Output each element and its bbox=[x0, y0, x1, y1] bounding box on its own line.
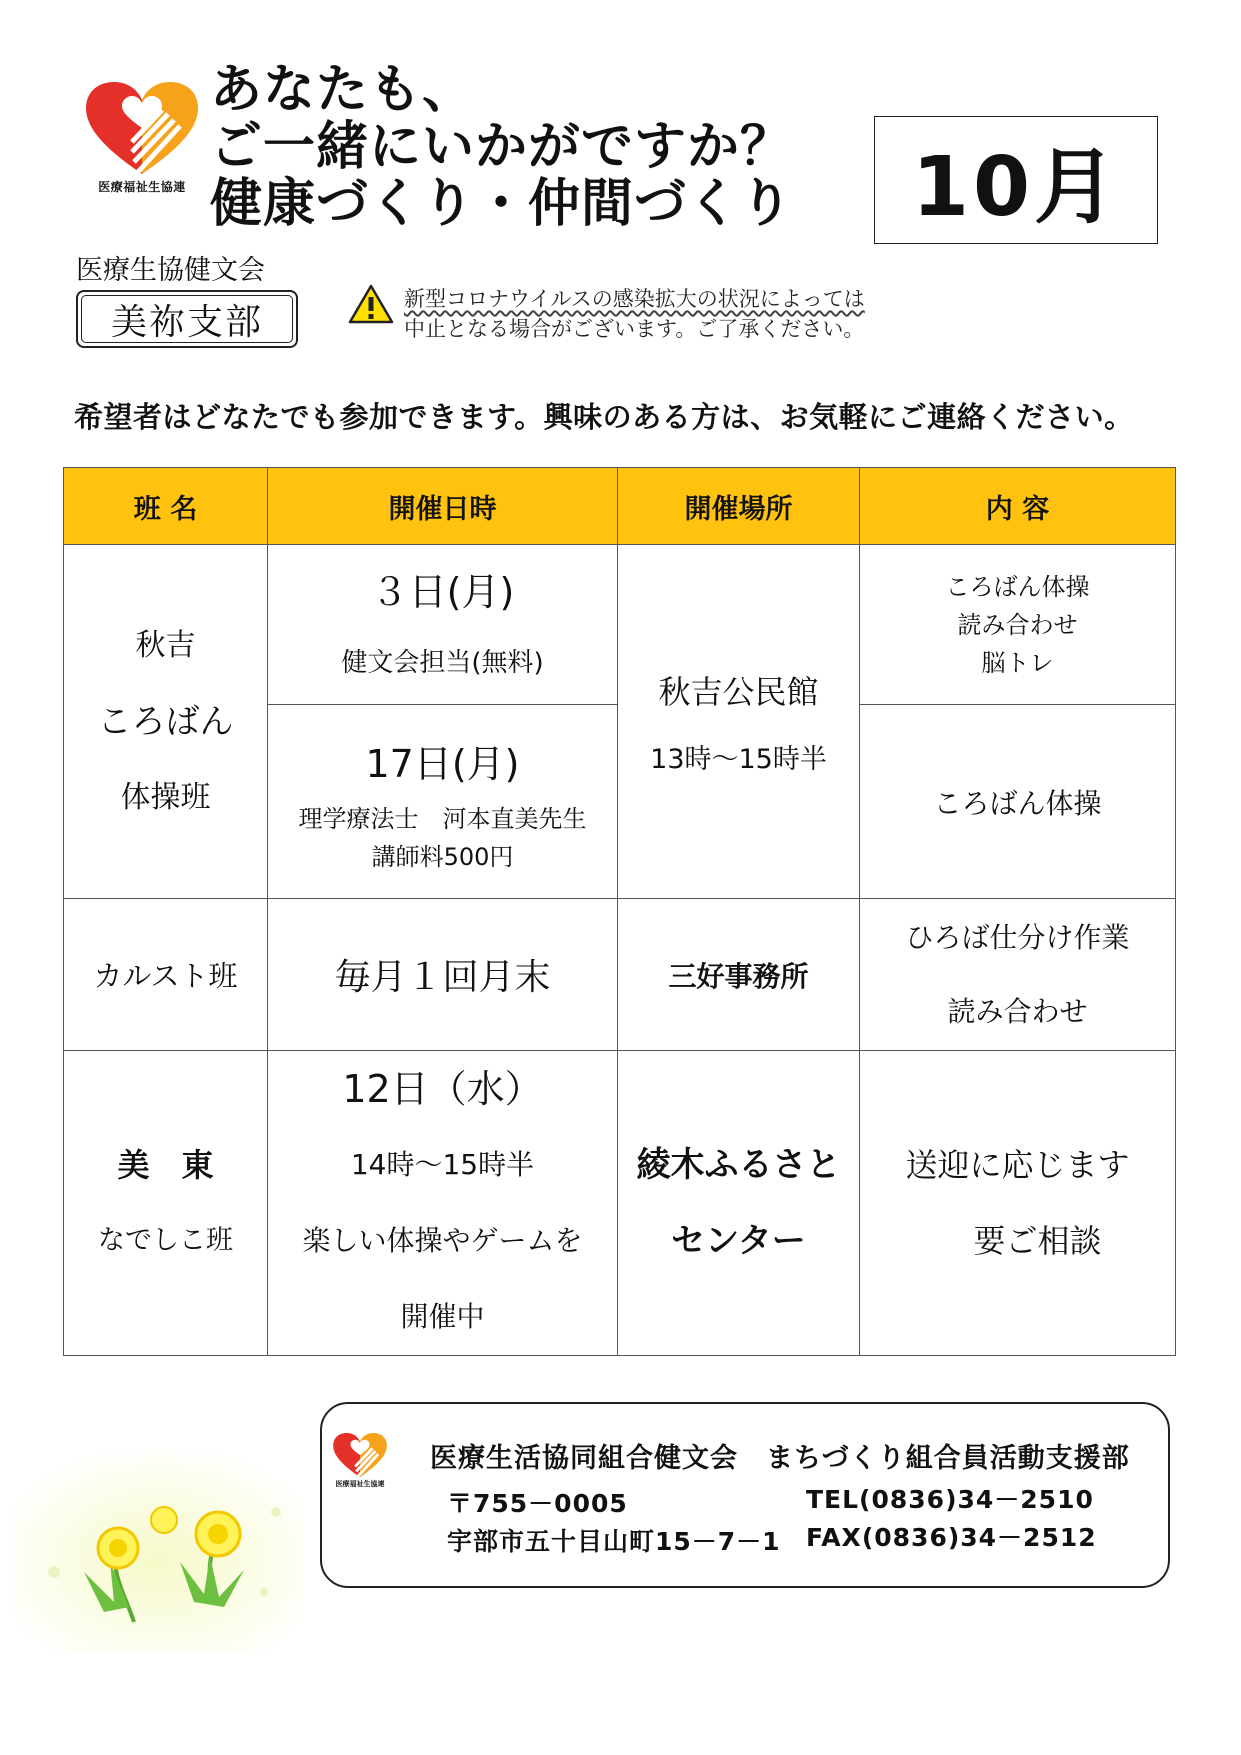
date-cell bbox=[268, 545, 618, 705]
headline-line: ご一緒にいかがですか？ bbox=[210, 117, 794, 177]
group-name-line: 秋吉 bbox=[135, 627, 196, 663]
footer-title: 医療生活協同組合健文会 まちづくり組合員活動支援部 bbox=[430, 1443, 1130, 1474]
content-line: ころばん体操 bbox=[945, 572, 1090, 601]
place-cell bbox=[618, 899, 860, 1051]
month-box: 10月 bbox=[874, 116, 1158, 244]
footer-fax: FAX(0836)34－2512 bbox=[806, 1523, 1097, 1552]
group-name-cell bbox=[64, 1051, 268, 1356]
date-cell bbox=[268, 1051, 618, 1356]
heart-hands-icon bbox=[84, 82, 200, 178]
date-text: 毎月１回月末 bbox=[334, 957, 551, 998]
place-line: センター bbox=[671, 1221, 806, 1261]
footer-address: 宇部市五十目山町15－7－1 bbox=[447, 1527, 781, 1556]
content-line: 送迎に応じます bbox=[905, 1146, 1130, 1184]
header-place: 開催場所 bbox=[618, 468, 860, 545]
content-cell bbox=[860, 545, 1176, 705]
date-note: 講師料500円 bbox=[371, 842, 514, 871]
warning-icon bbox=[348, 284, 394, 324]
header-content: 内 容 bbox=[860, 468, 1176, 545]
branch-box bbox=[76, 290, 298, 348]
branch-name: 美祢支部 bbox=[81, 295, 293, 343]
place-cell bbox=[618, 1051, 860, 1356]
notice bbox=[404, 284, 865, 344]
footer-logo-text: 医療福祉生協連 bbox=[335, 1480, 385, 1488]
place-text: 秋吉公民館 bbox=[658, 672, 819, 711]
schedule-table bbox=[63, 467, 1175, 1353]
group-name-line: ころばん bbox=[97, 701, 234, 742]
footer-zip: 〒755－0005 bbox=[447, 1489, 628, 1518]
headline-line: あなたも、 bbox=[210, 60, 476, 120]
time-text: 13時～15時半 bbox=[650, 743, 827, 775]
table-row bbox=[64, 545, 1176, 705]
group-name: カルスト班 bbox=[93, 959, 238, 993]
date-text: 17日(月) bbox=[365, 741, 520, 786]
content-text: ころばん体操 bbox=[933, 786, 1102, 820]
content-cell bbox=[860, 1051, 1176, 1356]
group-name-line: 美 東 bbox=[117, 1146, 214, 1184]
logo-text: 医療福祉生協連 bbox=[98, 180, 186, 194]
table-header-row bbox=[64, 468, 1176, 545]
headline bbox=[210, 62, 820, 233]
date-note: 理学療法士 河本直美先生 bbox=[298, 804, 587, 833]
date-note: 開催中 bbox=[400, 1300, 485, 1333]
footer-logo bbox=[332, 1433, 388, 1493]
group-name-line: 体操班 bbox=[120, 779, 211, 815]
group-name-line: なでしこ班 bbox=[98, 1225, 233, 1256]
date-note: 健文会担当(無料) bbox=[341, 647, 544, 678]
content-line: 脳トレ bbox=[981, 648, 1054, 677]
headline-line: 健康づくり・仲間づくり bbox=[210, 174, 794, 234]
group-name-cell bbox=[64, 899, 268, 1051]
header-group: 班 名 bbox=[64, 468, 268, 545]
group-name-cell bbox=[64, 545, 268, 899]
date-cell bbox=[268, 899, 618, 1051]
notice-line: 新型コロナウイルスの感染拡大の状況によっては bbox=[404, 287, 865, 311]
heart-hands-icon bbox=[332, 1433, 388, 1479]
dandelion-illustration bbox=[14, 1452, 304, 1652]
table-row bbox=[64, 1051, 1176, 1356]
content-line: 読み合わせ bbox=[957, 610, 1078, 639]
logo bbox=[84, 82, 200, 200]
content-line: 要ご相談 bbox=[973, 1222, 1102, 1260]
table-row bbox=[64, 899, 1176, 1051]
time-text: 14時～15時半 bbox=[350, 1148, 535, 1181]
lead-text: 希望者はどなたでも参加できます。興味のある方は、お気軽にご連絡ください。 bbox=[74, 400, 1134, 434]
date-text: 12日（水） bbox=[342, 1067, 543, 1111]
content-line: ひろば仕分け作業 bbox=[905, 920, 1130, 954]
place-text: 三好事務所 bbox=[668, 959, 809, 993]
content-cell bbox=[860, 705, 1176, 899]
header-date: 開催日時 bbox=[268, 468, 618, 545]
org-name: 医療生協健文会 bbox=[76, 255, 265, 286]
date-note: 楽しい体操やゲームを bbox=[302, 1224, 583, 1257]
footer-tel: TEL(0836)34－2510 bbox=[806, 1485, 1094, 1514]
place-cell bbox=[618, 545, 860, 899]
date-cell bbox=[268, 705, 618, 899]
content-line: 読み合わせ bbox=[947, 994, 1088, 1028]
place-line: 綾木ふるさと bbox=[636, 1145, 841, 1185]
content-cell bbox=[860, 899, 1176, 1051]
date-text: ３日(月) bbox=[370, 569, 515, 614]
notice-line: 中止となる場合がございます。ご了承ください。 bbox=[404, 317, 865, 341]
